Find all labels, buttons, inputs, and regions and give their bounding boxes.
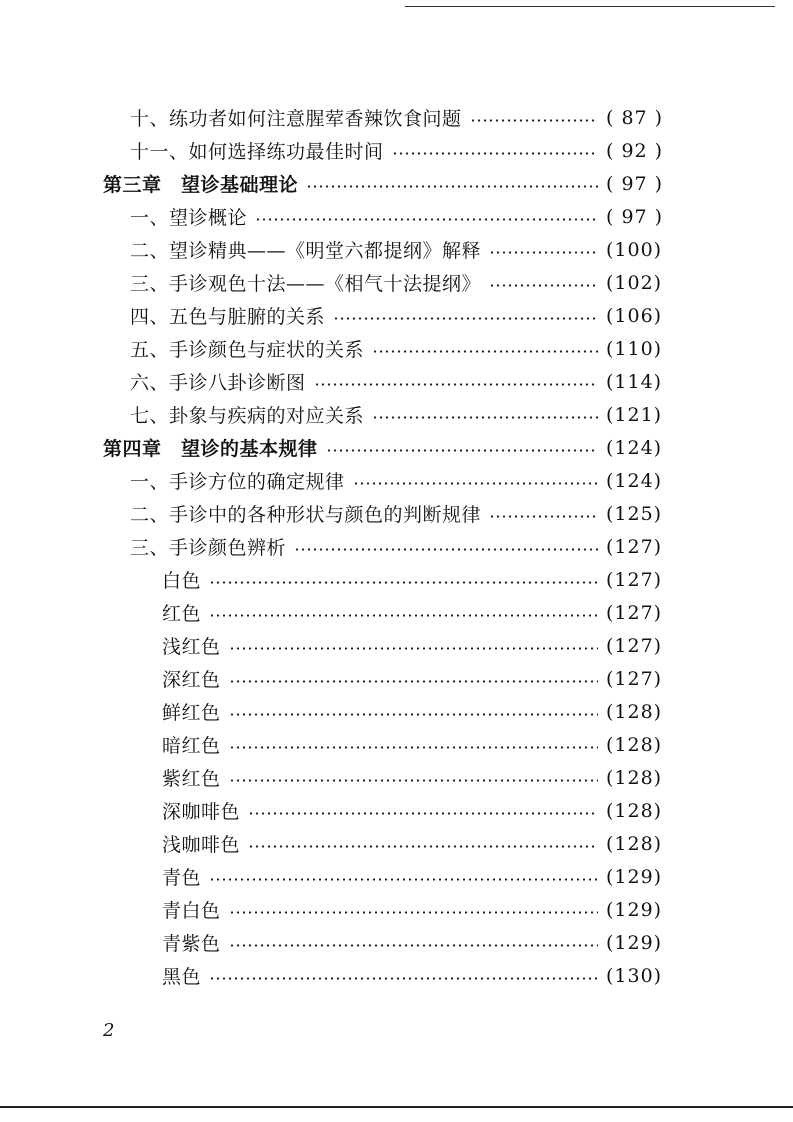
- dot-leader: [209, 581, 598, 584]
- dot-leader: [489, 284, 598, 287]
- dot-leader: [229, 680, 598, 683]
- toc-chapter[interactable]: [103, 431, 668, 464]
- toc-entry-title: 第三章 望诊基础理论: [103, 174, 299, 196]
- toc-entry-page: (128): [606, 799, 663, 822]
- toc-entry[interactable]: [162, 596, 668, 629]
- dot-leader: [229, 647, 598, 650]
- toc-entry-page: (102): [606, 271, 663, 294]
- toc-entry-page: (106): [606, 304, 663, 327]
- dot-leader: [306, 185, 598, 188]
- toc-entry-page: (100): [606, 238, 663, 261]
- dot-leader: [294, 548, 598, 551]
- toc-entry[interactable]: [130, 365, 668, 398]
- dot-leader: [209, 878, 598, 881]
- dot-leader: [314, 383, 598, 386]
- dot-leader: [353, 482, 598, 485]
- toc-entry-page: (121): [606, 403, 663, 426]
- toc-entry-title: 三、手诊观色十法——《相气十法提纲》: [130, 273, 482, 295]
- toc-entry-title: 浅咖啡色: [162, 834, 241, 856]
- toc-entry-page: ( 87 ): [606, 106, 664, 129]
- toc-entry-title: 六、手诊八卦诊断图: [130, 372, 306, 394]
- dot-leader: [372, 350, 598, 353]
- toc-entry[interactable]: [162, 794, 668, 827]
- toc-entry-title: 紫红色: [162, 768, 221, 790]
- toc-entry-title: 暗红色: [162, 735, 221, 757]
- toc-entry[interactable]: [130, 530, 668, 563]
- toc-entry-title: 七、卦象与疾病的对应关系: [130, 405, 365, 427]
- toc-entry[interactable]: [130, 200, 668, 233]
- toc-entry-title: 二、望诊精典——《明堂六都提纲》解释: [130, 240, 482, 262]
- toc-entry-page: (129): [606, 931, 663, 954]
- toc-entry-page: (128): [606, 766, 663, 789]
- toc-entry-title: 五、手诊颜色与症状的关系: [130, 339, 365, 361]
- toc-entry[interactable]: [130, 233, 668, 266]
- dot-leader: [372, 416, 598, 419]
- toc-entry[interactable]: [162, 728, 668, 761]
- toc-entry[interactable]: [130, 299, 668, 332]
- toc-entry-title: 一、望诊概论: [130, 207, 248, 229]
- toc-entry[interactable]: [130, 398, 668, 431]
- toc-entry-title: 黑色: [162, 966, 202, 988]
- dot-leader: [229, 779, 598, 782]
- toc-entry-title: 白色: [162, 570, 202, 592]
- toc-entry-title: 深咖啡色: [162, 801, 241, 823]
- toc-entry[interactable]: [130, 464, 668, 497]
- toc-entry-page: (127): [606, 568, 663, 591]
- dot-leader: [248, 812, 598, 815]
- top-rule: [405, 6, 775, 7]
- toc-entry-page: (110): [606, 337, 663, 360]
- toc-entry[interactable]: [162, 695, 668, 728]
- dot-leader: [209, 614, 598, 617]
- toc-entry-title: 一、手诊方位的确定规律: [130, 471, 345, 493]
- toc-entry-page: (125): [606, 502, 663, 525]
- dot-leader: [229, 746, 598, 749]
- toc-entry[interactable]: [162, 926, 668, 959]
- toc-entry[interactable]: [162, 827, 668, 860]
- toc-entry[interactable]: [162, 563, 668, 596]
- dot-leader: [255, 218, 598, 221]
- toc-entry[interactable]: [130, 332, 668, 365]
- toc-entry-page: (129): [606, 865, 663, 888]
- toc-entry-page: (128): [606, 700, 663, 723]
- toc-entry[interactable]: [162, 662, 668, 695]
- toc-entry-title: 鲜红色: [162, 702, 221, 724]
- dot-leader: [470, 119, 598, 122]
- toc-entry-title: 二、手诊中的各种形状与颜色的判断规律: [130, 504, 482, 526]
- toc-entry-page: (129): [606, 898, 663, 921]
- toc-chapter[interactable]: [103, 167, 668, 200]
- dot-leader: [489, 251, 598, 254]
- dot-leader: [392, 152, 598, 155]
- toc-entry-title: 青紫色: [162, 933, 221, 955]
- toc-entry-title: 浅红色: [162, 636, 221, 658]
- dot-leader: [209, 977, 598, 980]
- toc-entry[interactable]: [130, 497, 668, 530]
- bottom-rule: [0, 1106, 793, 1108]
- dot-leader: [229, 713, 598, 716]
- toc-entry-page: (130): [606, 964, 663, 987]
- toc-entry-page: ( 97 ): [606, 205, 664, 228]
- toc-entry-title: 青色: [162, 867, 202, 889]
- toc-entry-title: 三、手诊颜色辨析: [130, 537, 287, 559]
- toc-entry[interactable]: [130, 266, 668, 299]
- toc-entry[interactable]: [162, 893, 668, 926]
- toc-entry-page: (127): [606, 535, 663, 558]
- toc-entry-page: (127): [606, 634, 663, 657]
- toc-entry-page: (114): [606, 370, 663, 393]
- toc-entry-title: 十、练功者如何注意腥荤香辣饮食问题: [130, 108, 462, 130]
- toc-entry[interactable]: [130, 134, 668, 167]
- dot-leader: [333, 317, 598, 320]
- page-number: 2: [103, 1020, 115, 1041]
- dot-leader: [326, 449, 598, 452]
- dot-leader: [489, 515, 598, 518]
- dot-leader: [229, 911, 598, 914]
- toc-entry-page: (127): [606, 601, 663, 624]
- toc-entry-title: 青白色: [162, 900, 221, 922]
- toc-entry-page: (128): [606, 733, 663, 756]
- toc-entry-title: 十一、如何选择练功最佳时间: [130, 141, 384, 163]
- toc-entry[interactable]: [162, 761, 668, 794]
- toc-entry-page: ( 92 ): [606, 139, 664, 162]
- toc-entry-title: 深红色: [162, 669, 221, 691]
- toc-entry-title: 红色: [162, 603, 202, 625]
- toc-entry[interactable]: [162, 959, 668, 992]
- toc-entry[interactable]: [162, 860, 668, 893]
- toc-entry-page: (127): [606, 667, 663, 690]
- toc-entry-page: (124): [606, 436, 663, 459]
- toc-entry[interactable]: [130, 101, 668, 134]
- dot-leader: [229, 944, 598, 947]
- toc-entry-page: (128): [606, 832, 663, 855]
- toc-entry[interactable]: [162, 629, 668, 662]
- toc-entry-page: (124): [606, 469, 663, 492]
- toc-entry-page: ( 97 ): [606, 172, 664, 195]
- toc-entry-title: 第四章 望诊的基本规律: [103, 438, 318, 460]
- toc-entry-title: 四、五色与脏腑的关系: [130, 306, 326, 328]
- dot-leader: [248, 845, 598, 848]
